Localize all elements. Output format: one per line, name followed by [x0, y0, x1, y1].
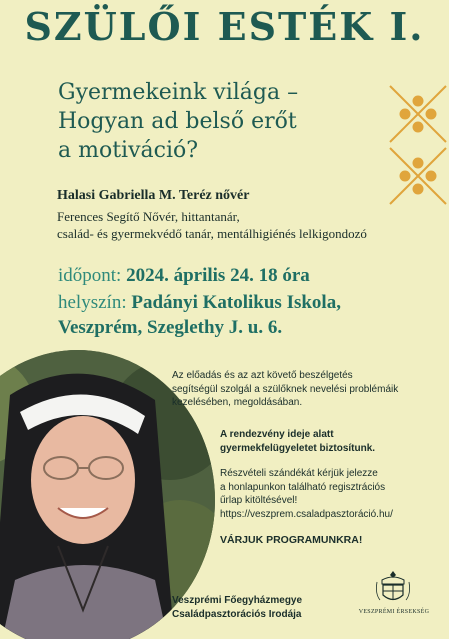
place-address: Veszprém, Szeglethy J. u. 6.	[58, 317, 283, 338]
lecture-title-line: a motiváció?	[58, 138, 199, 163]
place-value: Padányi Katolikus Iskola,	[131, 292, 341, 313]
ornament-bottom	[390, 148, 446, 204]
event-time	[58, 265, 310, 287]
ornament-icon	[388, 82, 448, 210]
lecture-title-line: Gyermekeink világa –	[58, 80, 299, 105]
speaker-name: Halasi Gabriella M. Teréz nővér	[57, 188, 250, 203]
time-label: időpont:	[58, 265, 122, 286]
registration-link[interactable]: https://veszprem.csaladpasztoráció.hu/	[220, 508, 393, 520]
speaker-role-line: Ferences Segítő Nővér, hittantanár,	[57, 209, 240, 224]
registration-text: Részvételi szándékát kérjük jelezze a honlapunkon található regisztrációs űrlap kitöltésével! https://veszprem.csaladpasztoráció.hu/	[220, 468, 393, 520]
childcare-note: A rendezvény ideje alatt gyermekfelügyeletet biztosítunk.	[220, 429, 376, 454]
lecture-title-line: Hogyan ad belső erőt	[58, 109, 297, 134]
lecture-title	[58, 78, 378, 165]
call-to-action: VÁRJUK PROGRAMUNKRA!	[220, 534, 363, 546]
time-value: 2024. április 24. 18 óra	[126, 265, 310, 286]
page-title: SZÜLŐI ESTÉK I.	[24, 4, 425, 49]
event-place	[58, 290, 341, 340]
place-label: helyszín:	[58, 292, 127, 313]
organizer: Veszprémi Főegyházmegye Családpasztorációs Irodája	[172, 595, 303, 620]
archdiocese-label: VESZPRÉMI ÉRSEKSÉG	[358, 609, 430, 615]
intro-text: Az előadás és az azt követő beszélgetés segítségül szolgál a szülőknek nevelési problémáik kezelésében, megoldásában.	[172, 370, 399, 408]
archdiocese-crest-icon	[374, 570, 412, 606]
speaker-role	[57, 208, 437, 242]
ornament-top	[390, 86, 446, 142]
speaker-role-line: család- és gyermekvédő tanár, mentálhigiénés lelkigondozó	[57, 226, 367, 241]
